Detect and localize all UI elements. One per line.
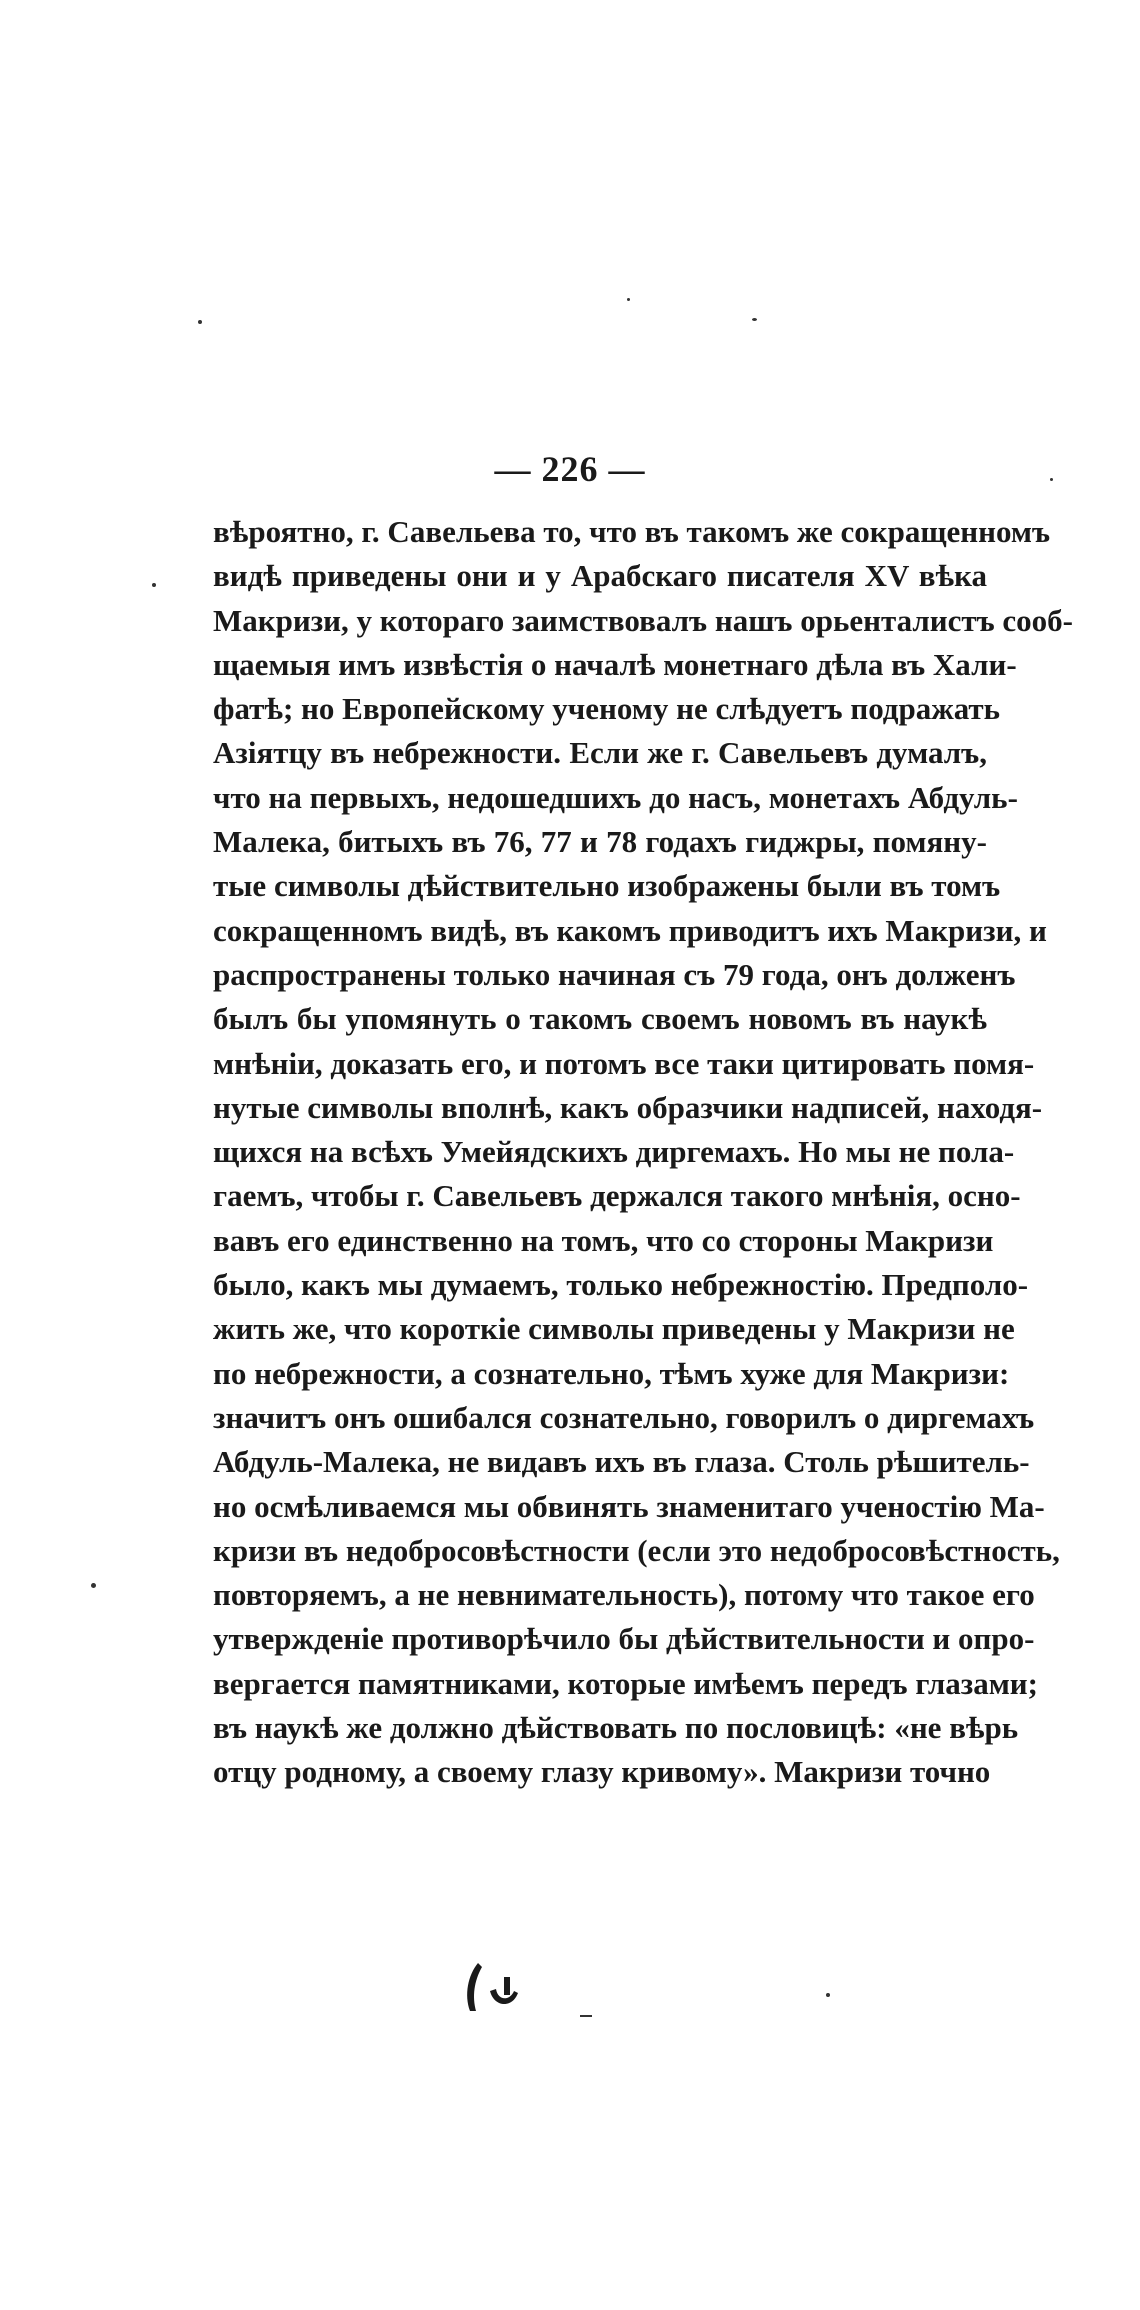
text-line: вѣроятно, г. Савельева то, что въ такомъ же сокращенномъ (213, 514, 1051, 549)
scan-speck (752, 318, 757, 321)
text-line: было, какъ мы думаемъ, только небрежностію. Предполо- (213, 1267, 1029, 1303)
text-line: вергается памятниками, которые имѣемъ передъ глазами; (213, 1665, 1038, 1701)
text-line: щихся на всѣхъ Умейядскихъ диргемахъ. Но мы не пола- (213, 1134, 1015, 1170)
text-line: отцу родному, а своему глазу кривому». Макризи точно (213, 1754, 991, 1790)
text-line: сокращенномъ видѣ, въ какомъ приводитъ ихъ Макризи, и (213, 912, 1047, 948)
text-line: Малека, битыхъ въ 76, 77 и 78 годахъ гиджры, помяну- (213, 824, 987, 860)
text-line: утвержденіе противорѣчило бы дѣйствительности и опро- (213, 1621, 1035, 1657)
text-line: Абдуль-Малека, не видавъ ихъ въ глаза. Столь рѣшитель- (213, 1444, 1030, 1480)
page-number: — 226 — (494, 449, 646, 489)
body-text (213, 510, 1073, 1795)
text-line: былъ бы упомянуть о такомъ своемъ новомъ въ наукѣ (213, 1001, 987, 1037)
text-line: Азіятцу въ небрежности. Если же г. Савельевъ думалъ, (213, 735, 987, 771)
text-line: видѣ приведены они и у Арабскаго писателя XV вѣка (213, 558, 987, 594)
text-line: значитъ онъ ошибался сознательно, говорилъ о диргемахъ (213, 1399, 1035, 1435)
scan-speck (152, 583, 156, 587)
text-line: вавъ его единственно на томъ, что со стороны Макризи (213, 1222, 994, 1258)
scan-speck (580, 2015, 592, 2017)
text-line: гаемъ, чтобы г. Савельевъ держался такого мнѣнія, осно- (213, 1178, 1021, 1214)
text-line: но осмѣливаемся мы обвинять знаменитаго ученостію Ма- (213, 1488, 1045, 1524)
scan-speck (91, 1583, 96, 1588)
scan-speck (627, 298, 630, 301)
text-line: фатѣ; но Европейскому ученому не слѣдуетъ подражать (213, 691, 1001, 727)
text-line: въ наукѣ же должно дѣйствовать по пословицѣ: «не вѣрь (213, 1710, 1019, 1746)
scan-speck (826, 1993, 830, 1997)
text-line: нутые символы вполнѣ, какъ образчики надписей, находя- (213, 1089, 1043, 1125)
scan-speck (198, 320, 202, 324)
text-line: тые символы дѣйствительно изображены были въ томъ (213, 868, 1001, 904)
text-line: распространены только начиная съ 79 года, онъ долженъ (213, 956, 1016, 992)
text-line: щаемыя имъ извѣстія о началѣ монетнаго дѣла въ Хали- (213, 646, 1017, 682)
text-line: мнѣніи, доказать его, и потомъ все таки цитировать помя- (213, 1045, 1035, 1081)
text-line: повторяемъ, а не невнимательность), потому что такое его (213, 1577, 1035, 1613)
text-line: по небрежности, а сознательно, тѣмъ хуже для Макризи: (213, 1355, 1010, 1391)
text-line: кризи въ недобросовѣстности (если это недобросовѣстность, (213, 1532, 1060, 1568)
ink-mark (460, 1955, 540, 2015)
text-line: жить же, что короткіе символы приведены у Макризи не (213, 1311, 1015, 1347)
text-line: Макризи, у котораго заимствовалъ нашъ орьенталистъ сооб- (213, 602, 1073, 638)
text-line: что на первыхъ, недошедшихъ до насъ, монетахъ Абдуль- (213, 779, 1018, 815)
